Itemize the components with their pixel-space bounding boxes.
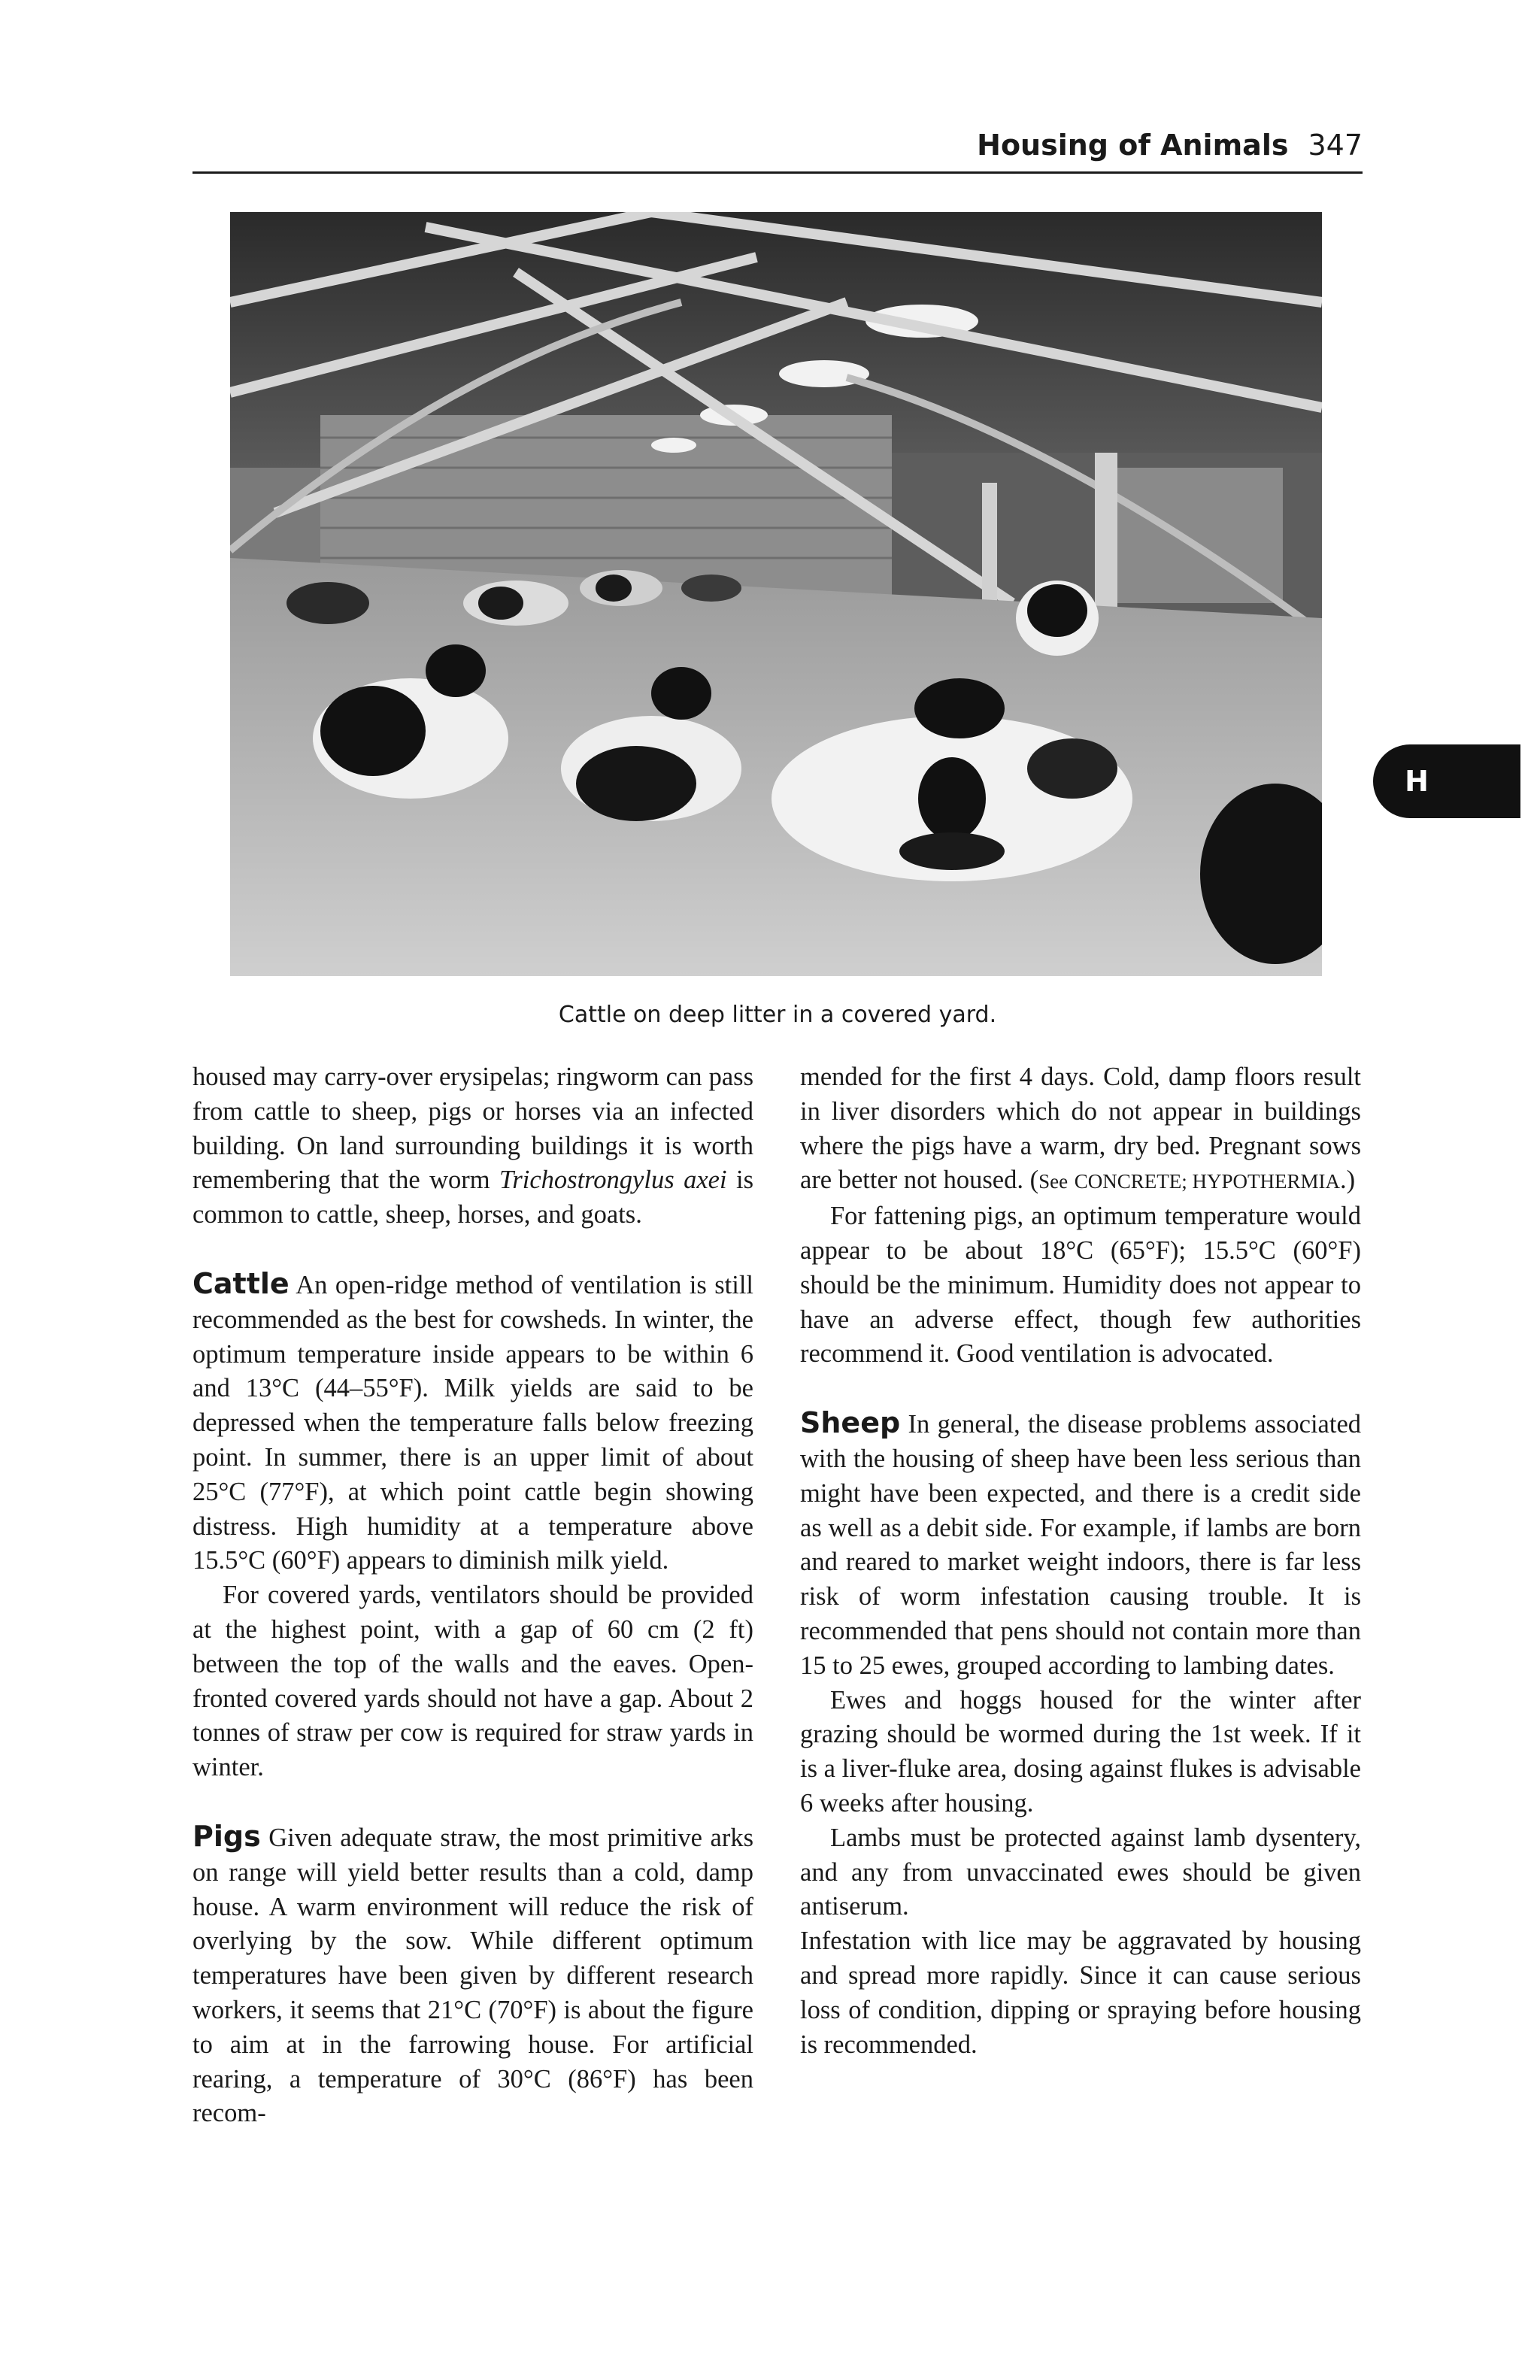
cattle-text: An open-ridge method of ventilation is still recommended as the best for cowsheds. In winter, the optimum temperature inside appears to be within 6 and 13°C (44–55°F). Milk yields are said to be depressed when the temperature falls below freezing point. In summer, there is an upper limit of about 25°C (77°F), at which point cattle begin showing distress. High humidity at a temperature above 15.5°C (60°F) appears to diminish milk yield. [192,1270,753,1575]
sheep-text: In general, the disease problems associated with the housing of sheep have been less serious than might have been expected, and there is a credit side as well as a debit side. For example, if lambs are born and reared to market weight indoors, there is far less risk of worm infestation causing trouble. It is recommended that pens should not contain more than 15 to 25 ewes, grouped according to lambing dates. [800,1410,1362,1680]
thumb-tab-letter: H [1405,765,1429,798]
right-column [800,1060,1361,2062]
continuation-text-end: is common to cattle, sheep, horses, and goats. [192,1166,753,1229]
cattle-shed-illustration [230,212,1322,976]
continuation-text: housed may carry-over erysipelas; ringworm can pass from cattle to sheep, pigs or horses via an infected building. On land surrounding buildings it is worth remembering that the worm [192,1063,753,1195]
see-reference: See [1038,1170,1069,1193]
pigs-continuation-paragraph [800,1060,1361,1199]
sheep-paragraph [800,1406,1361,1683]
cattle-heading: Cattle [192,1266,290,1300]
fattening-pigs-paragraph: For fattening pigs, an optimum temperature would appear to be about 18°C (65°F); 15.5°C (60°F) should be the minimum. Humidity does not appear to have an adverse effect, though few authorities recommend it. Good ventilation is advocated. [800,1202,1361,1369]
covered-yards-paragraph: For covered yards, ventilators should be provided at the highest point, with a gap of 60 cm (2 ft) between the top of the walls and the eaves. Open-fronted covered yards should not have a gap. About 2 tonnes of straw per cow is required for straw yards in winter. [192,1581,753,1782]
running-header [192,126,1363,164]
left-column [192,1060,753,2131]
pigs-heading: Pigs [192,1819,261,1853]
running-header-title: Housing of Animals [977,129,1289,162]
header-rule [192,171,1363,174]
ewes-paragraph: Ewes and hoggs housed for the winter after grazing should be wormed during the 1st week. If it is a liver-fluke area, dosing against flukes is advisable 6 weeks after housing. [800,1685,1361,1818]
page-number: 347 [1308,129,1363,162]
cattle-paragraph [192,1267,753,1578]
figure-caption: Cattle on deep litter in a covered yard. [558,1002,997,1028]
lambs-paragraph: Lambs must be protected against lamb dysentery, and any from unvaccinated ewes should be given antiserum. [800,1823,1361,1921]
pigs-paragraph [192,1820,753,2131]
pigs-text: Given adequate straw, the most primitive arks on range will yield better results than a cold, damp house. A warm environment will reduce the risk of overlying by the sow. While different optimum temperatures have been given by different research workers, it seems that 21°C (70°F) is about the figure to aim at in the farrowing house. For artificial rearing, a temperature of 30°C (86°F) has been recom- [192,1823,754,2128]
sheep-heading: Sheep [800,1406,901,1440]
pigs-continuation-text: mended for the first 4 days. Cold, damp floors result in liver disorders which do not appear in buildings where the pigs have a warm, dry bed. Pregnant sows are better not housed. ( [800,1063,1361,1195]
lice-paragraph: Infestation with lice may be aggravated by housing and spread more rapidly. Since it can cause serious loss of condition, dipping or spraying before housing is recommended. [800,1927,1361,2059]
cattle-shed-photo [230,212,1322,976]
cross-references: CONCRETE; HYPOTHERMIA [1074,1170,1340,1193]
continuation-paragraph [192,1060,753,1232]
section-thumb-tab [1373,744,1520,818]
reference-close: .) [1339,1166,1356,1195]
worm-species-name: Trichostrongylus axei [499,1166,727,1195]
